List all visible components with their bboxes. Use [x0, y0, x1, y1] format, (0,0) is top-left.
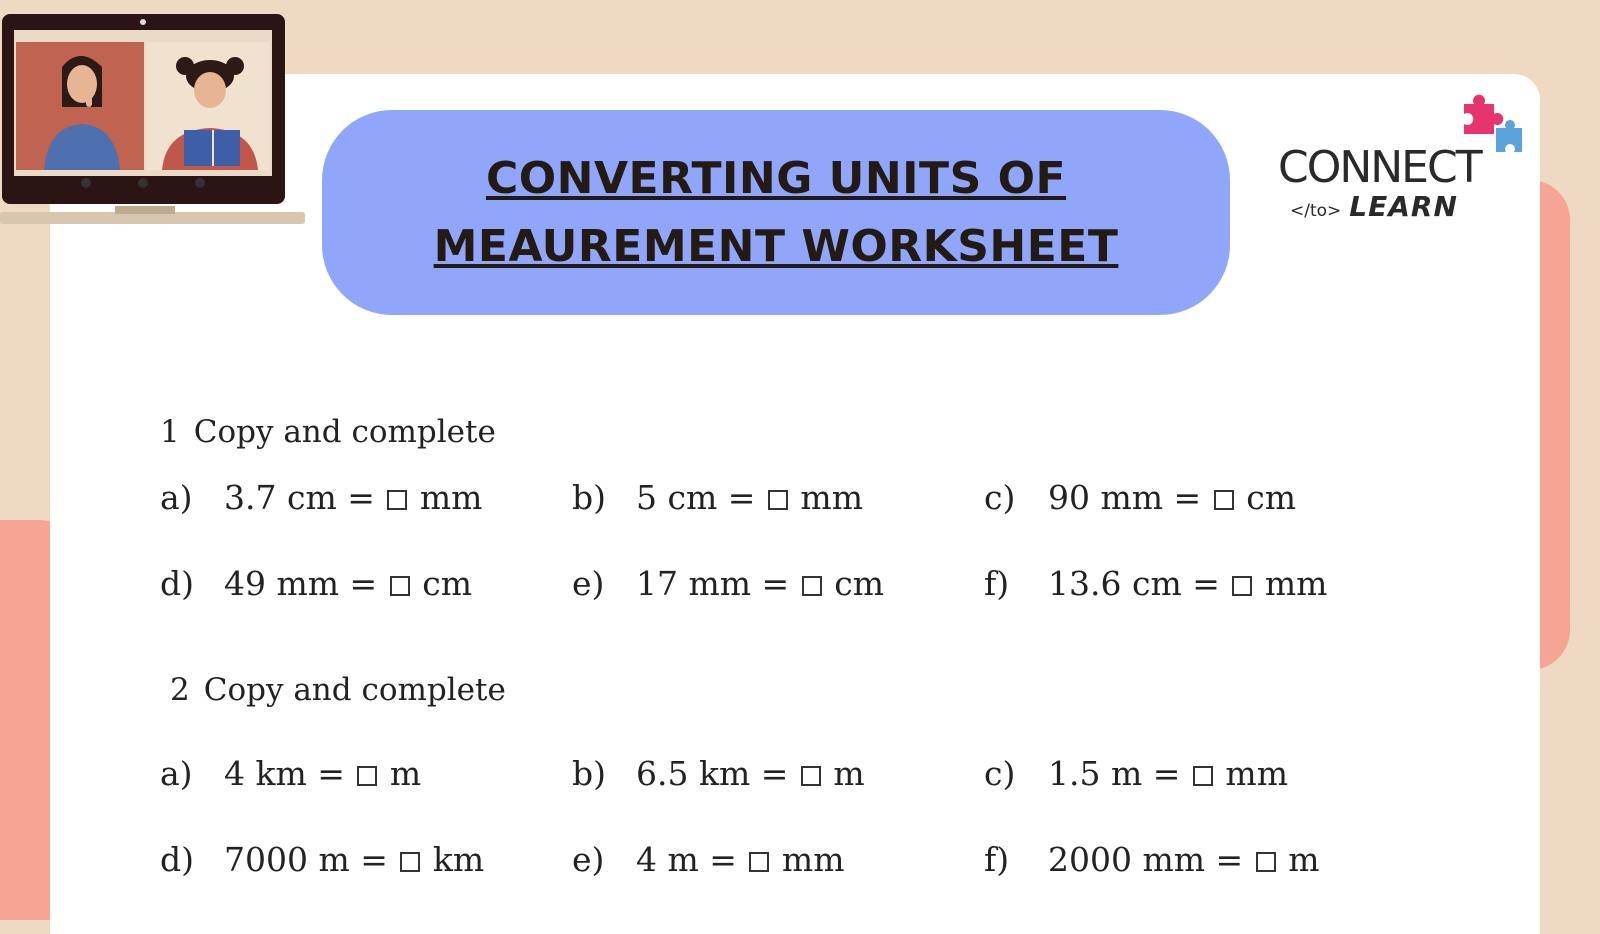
logo-learn: LEARN [1349, 190, 1458, 223]
answer-box [768, 490, 788, 510]
answer-box [390, 576, 410, 596]
question-item: e) 4 m = mm [572, 840, 845, 879]
question-item: c) 90 mm = cm [984, 478, 1296, 517]
title-line-2: MEAUREMENT WORKSHEET [433, 220, 1119, 272]
answer-box [801, 766, 821, 786]
answer-box [802, 576, 822, 596]
answer-box [1193, 766, 1213, 786]
answer-box [357, 766, 377, 786]
question-item: e) 17 mm = cm [572, 564, 884, 603]
question-item: b) 6.5 km = m [572, 754, 865, 793]
question-item: b) 5 cm = mm [572, 478, 863, 517]
laptop-video-call-icon [0, 12, 310, 227]
answer-box [749, 852, 769, 872]
answer-box [400, 852, 420, 872]
logo-tag: </to> [1290, 201, 1342, 221]
section-1-heading: 1 Copy and complete [160, 414, 496, 450]
question-item: d) 49 mm = cm [160, 564, 472, 603]
question-item: a) 4 km = m [160, 754, 422, 793]
answer-box [387, 490, 407, 510]
title-line-1: CONVERTING UNITS OF [485, 152, 1067, 204]
answer-box [1256, 852, 1276, 872]
question-item: d) 7000 m = km [160, 840, 485, 879]
section-2-heading: 2 Copy and complete [170, 672, 506, 708]
answer-box [1214, 490, 1234, 510]
puzzle-piece-icon [1490, 120, 1528, 160]
worksheet-title-banner [322, 110, 1230, 315]
answer-box [1232, 576, 1252, 596]
question-item: f) 2000 mm = m [984, 840, 1320, 879]
logo-brand: CONNECT [1278, 142, 1481, 193]
question-item: f) 13.6 cm = mm [984, 564, 1328, 603]
connect-to-learn-logo [1278, 90, 1538, 230]
question-item: a) 3.7 cm = mm [160, 478, 483, 517]
question-item: c) 1.5 m = mm [984, 754, 1288, 793]
